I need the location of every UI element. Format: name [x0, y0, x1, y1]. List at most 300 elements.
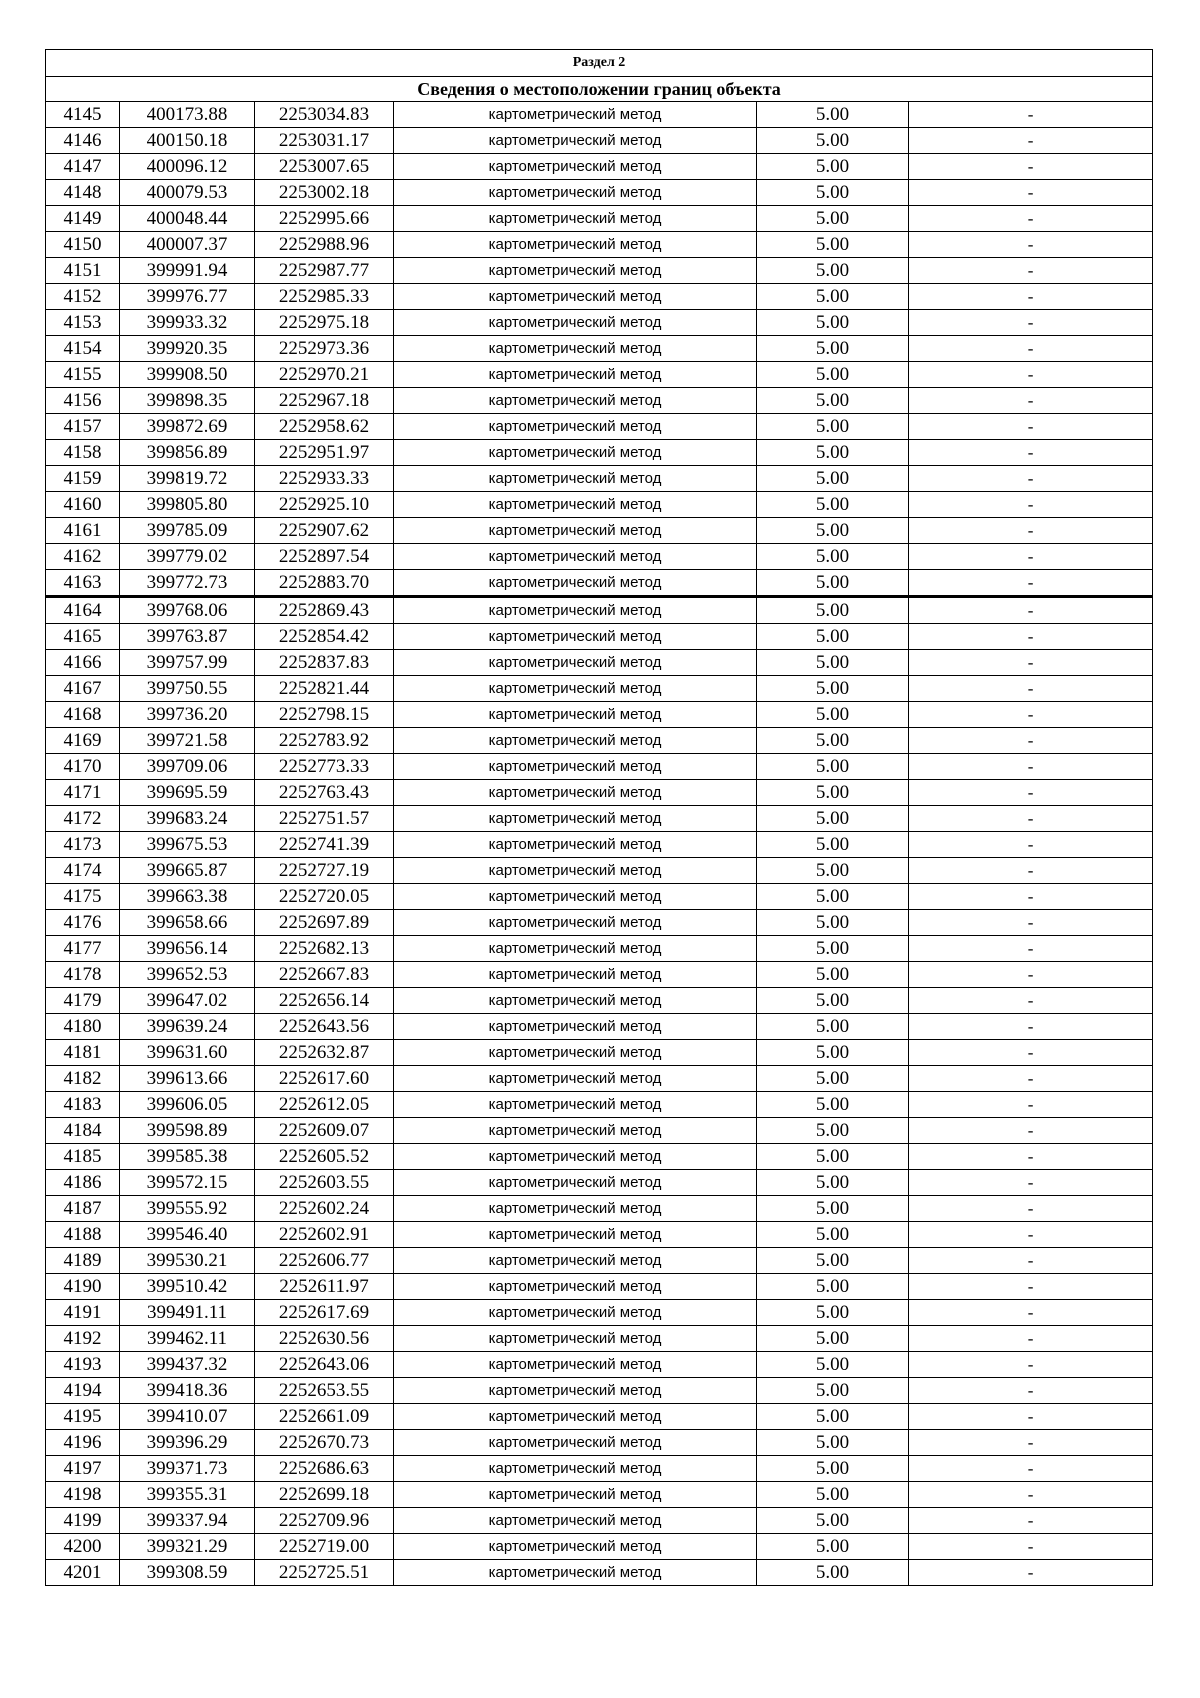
point-number-cell: 4195: [46, 1404, 120, 1430]
x-coordinate-cell: 400096.12: [120, 154, 255, 180]
accuracy-cell: 5.00: [757, 154, 909, 180]
point-number-cell: 4162: [46, 544, 120, 570]
note-cell: -: [909, 128, 1153, 154]
x-coordinate-cell: 399371.73: [120, 1456, 255, 1482]
accuracy-cell: 5.00: [757, 466, 909, 492]
table-row: [46, 1456, 1153, 1482]
x-coordinate-cell: 399418.36: [120, 1378, 255, 1404]
accuracy-cell: 5.00: [757, 1326, 909, 1352]
note-cell: -: [909, 570, 1153, 597]
method-cell: картометрический метод: [394, 1222, 757, 1248]
accuracy-cell: 5.00: [757, 414, 909, 440]
accuracy-cell: 5.00: [757, 1274, 909, 1300]
method-cell: картометрический метод: [394, 1170, 757, 1196]
section-heading: Раздел 2: [46, 50, 1153, 77]
accuracy-cell: 5.00: [757, 544, 909, 570]
table-row: [46, 702, 1153, 728]
point-number-cell: 4158: [46, 440, 120, 466]
accuracy-cell: 5.00: [757, 1118, 909, 1144]
y-coordinate-cell: 2252719.00: [255, 1534, 394, 1560]
y-coordinate-cell: 2252798.15: [255, 702, 394, 728]
y-coordinate-cell: 2252751.57: [255, 806, 394, 832]
point-number-cell: 4189: [46, 1248, 120, 1274]
point-number-cell: 4186: [46, 1170, 120, 1196]
x-coordinate-cell: 399675.53: [120, 832, 255, 858]
note-cell: -: [909, 780, 1153, 806]
accuracy-cell: 5.00: [757, 1508, 909, 1534]
x-coordinate-cell: 399462.11: [120, 1326, 255, 1352]
note-cell: -: [909, 962, 1153, 988]
note-cell: -: [909, 728, 1153, 754]
method-cell: картометрический метод: [394, 1144, 757, 1170]
accuracy-cell: 5.00: [757, 570, 909, 597]
note-cell: -: [909, 832, 1153, 858]
point-number-cell: 4176: [46, 910, 120, 936]
title-header-row: [46, 77, 1153, 102]
x-coordinate-cell: 399572.15: [120, 1170, 255, 1196]
y-coordinate-cell: 2252603.55: [255, 1170, 394, 1196]
point-number-cell: 4201: [46, 1560, 120, 1586]
table-row: [46, 1482, 1153, 1508]
accuracy-cell: 5.00: [757, 962, 909, 988]
accuracy-cell: 5.00: [757, 1534, 909, 1560]
table-row: [46, 518, 1153, 544]
table-row: [46, 754, 1153, 780]
table-row: [46, 1040, 1153, 1066]
accuracy-cell: 5.00: [757, 728, 909, 754]
x-coordinate-cell: 399763.87: [120, 624, 255, 650]
y-coordinate-cell: 2253007.65: [255, 154, 394, 180]
x-coordinate-cell: 399652.53: [120, 962, 255, 988]
note-cell: -: [909, 1326, 1153, 1352]
note-cell: -: [909, 754, 1153, 780]
table-row: [46, 1352, 1153, 1378]
table-row: [46, 858, 1153, 884]
y-coordinate-cell: 2252632.87: [255, 1040, 394, 1066]
y-coordinate-cell: 2252612.05: [255, 1092, 394, 1118]
point-number-cell: 4179: [46, 988, 120, 1014]
method-cell: картометрический метод: [394, 1430, 757, 1456]
table-row: [46, 206, 1153, 232]
table-row: [46, 1248, 1153, 1274]
x-coordinate-cell: 399856.89: [120, 440, 255, 466]
x-coordinate-cell: 399695.59: [120, 780, 255, 806]
note-cell: -: [909, 624, 1153, 650]
y-coordinate-cell: 2252837.83: [255, 650, 394, 676]
y-coordinate-cell: 2252699.18: [255, 1482, 394, 1508]
table-row: [46, 128, 1153, 154]
table-row: [46, 936, 1153, 962]
accuracy-cell: 5.00: [757, 388, 909, 414]
point-number-cell: 4187: [46, 1196, 120, 1222]
method-cell: картометрический метод: [394, 1482, 757, 1508]
accuracy-cell: 5.00: [757, 1014, 909, 1040]
note-cell: -: [909, 1508, 1153, 1534]
note-cell: -: [909, 1352, 1153, 1378]
method-cell: картометрический метод: [394, 466, 757, 492]
y-coordinate-cell: 2252720.05: [255, 884, 394, 910]
y-coordinate-cell: 2252727.19: [255, 858, 394, 884]
x-coordinate-cell: 399872.69: [120, 414, 255, 440]
method-cell: картометрический метод: [394, 128, 757, 154]
point-number-cell: 4182: [46, 1066, 120, 1092]
method-cell: картометрический метод: [394, 102, 757, 128]
accuracy-cell: 5.00: [757, 1352, 909, 1378]
note-cell: -: [909, 1066, 1153, 1092]
method-cell: картометрический метод: [394, 1456, 757, 1482]
point-number-cell: 4151: [46, 258, 120, 284]
note-cell: -: [909, 1040, 1153, 1066]
note-cell: -: [909, 284, 1153, 310]
x-coordinate-cell: 399757.99: [120, 650, 255, 676]
x-coordinate-cell: 399639.24: [120, 1014, 255, 1040]
point-number-cell: 4178: [46, 962, 120, 988]
point-number-cell: 4159: [46, 466, 120, 492]
point-number-cell: 4171: [46, 780, 120, 806]
point-number-cell: 4163: [46, 570, 120, 597]
point-number-cell: 4180: [46, 1014, 120, 1040]
method-cell: картометрический метод: [394, 440, 757, 466]
y-coordinate-cell: 2252987.77: [255, 258, 394, 284]
table-row: [46, 650, 1153, 676]
y-coordinate-cell: 2252883.70: [255, 570, 394, 597]
table-row: [46, 440, 1153, 466]
method-cell: картометрический метод: [394, 258, 757, 284]
table-row: [46, 336, 1153, 362]
note-cell: -: [909, 362, 1153, 388]
method-cell: картометрический метод: [394, 1040, 757, 1066]
method-cell: картометрический метод: [394, 336, 757, 362]
accuracy-cell: 5.00: [757, 1222, 909, 1248]
note-cell: -: [909, 1092, 1153, 1118]
method-cell: картометрический метод: [394, 1508, 757, 1534]
note-cell: -: [909, 1534, 1153, 1560]
point-number-cell: 4181: [46, 1040, 120, 1066]
y-coordinate-cell: 2252602.24: [255, 1196, 394, 1222]
method-cell: картометрический метод: [394, 1014, 757, 1040]
x-coordinate-cell: 400048.44: [120, 206, 255, 232]
method-cell: картометрический метод: [394, 1300, 757, 1326]
accuracy-cell: 5.00: [757, 128, 909, 154]
point-number-cell: 4156: [46, 388, 120, 414]
point-number-cell: 4185: [46, 1144, 120, 1170]
y-coordinate-cell: 2252709.96: [255, 1508, 394, 1534]
x-coordinate-cell: 399321.29: [120, 1534, 255, 1560]
x-coordinate-cell: 400007.37: [120, 232, 255, 258]
method-cell: картометрический метод: [394, 1534, 757, 1560]
section-header-row: [46, 50, 1153, 77]
method-cell: картометрический метод: [394, 414, 757, 440]
table-row: [46, 1508, 1153, 1534]
table-body: [46, 50, 1153, 1586]
table-row: [46, 832, 1153, 858]
method-cell: картометрический метод: [394, 1352, 757, 1378]
table-row: [46, 232, 1153, 258]
method-cell: картометрический метод: [394, 544, 757, 570]
table-row: [46, 1300, 1153, 1326]
x-coordinate-cell: 399785.09: [120, 518, 255, 544]
x-coordinate-cell: 399908.50: [120, 362, 255, 388]
method-cell: картометрический метод: [394, 232, 757, 258]
table-row: [46, 1014, 1153, 1040]
accuracy-cell: 5.00: [757, 284, 909, 310]
x-coordinate-cell: 399736.20: [120, 702, 255, 728]
y-coordinate-cell: 2252897.54: [255, 544, 394, 570]
y-coordinate-cell: 2252725.51: [255, 1560, 394, 1586]
point-number-cell: 4199: [46, 1508, 120, 1534]
point-number-cell: 4157: [46, 414, 120, 440]
accuracy-cell: 5.00: [757, 362, 909, 388]
table-row: [46, 362, 1153, 388]
x-coordinate-cell: 399308.59: [120, 1560, 255, 1586]
accuracy-cell: 5.00: [757, 936, 909, 962]
note-cell: -: [909, 1482, 1153, 1508]
method-cell: картометрический метод: [394, 936, 757, 962]
method-cell: картометрический метод: [394, 492, 757, 518]
note-cell: -: [909, 936, 1153, 962]
note-cell: -: [909, 884, 1153, 910]
note-cell: -: [909, 206, 1153, 232]
accuracy-cell: 5.00: [757, 910, 909, 936]
method-cell: картометрический метод: [394, 1066, 757, 1092]
y-coordinate-cell: 2252907.62: [255, 518, 394, 544]
y-coordinate-cell: 2252925.10: [255, 492, 394, 518]
table-row: [46, 1118, 1153, 1144]
accuracy-cell: 5.00: [757, 624, 909, 650]
method-cell: картометрический метод: [394, 362, 757, 388]
y-coordinate-cell: 2252611.97: [255, 1274, 394, 1300]
accuracy-cell: 5.00: [757, 1196, 909, 1222]
note-cell: -: [909, 910, 1153, 936]
method-cell: картометрический метод: [394, 832, 757, 858]
table-row: [46, 910, 1153, 936]
table-row: [46, 988, 1153, 1014]
note-cell: -: [909, 1404, 1153, 1430]
note-cell: -: [909, 988, 1153, 1014]
y-coordinate-cell: 2252967.18: [255, 388, 394, 414]
boundary-coordinates-table: [45, 49, 1153, 1586]
x-coordinate-cell: 399396.29: [120, 1430, 255, 1456]
method-cell: картометрический метод: [394, 858, 757, 884]
note-cell: -: [909, 466, 1153, 492]
accuracy-cell: 5.00: [757, 832, 909, 858]
accuracy-cell: 5.00: [757, 440, 909, 466]
note-cell: -: [909, 1222, 1153, 1248]
x-coordinate-cell: 399991.94: [120, 258, 255, 284]
method-cell: картометрический метод: [394, 988, 757, 1014]
method-cell: картометрический метод: [394, 1378, 757, 1404]
method-cell: картометрический метод: [394, 388, 757, 414]
point-number-cell: 4197: [46, 1456, 120, 1482]
table-row: [46, 884, 1153, 910]
x-coordinate-cell: 399606.05: [120, 1092, 255, 1118]
point-number-cell: 4165: [46, 624, 120, 650]
note-cell: -: [909, 1118, 1153, 1144]
accuracy-cell: 5.00: [757, 1404, 909, 1430]
note-cell: -: [909, 1430, 1153, 1456]
note-cell: -: [909, 518, 1153, 544]
table-row: [46, 414, 1153, 440]
table-row: [46, 1404, 1153, 1430]
method-cell: картометрический метод: [394, 676, 757, 702]
point-number-cell: 4169: [46, 728, 120, 754]
table-row: [46, 1430, 1153, 1456]
y-coordinate-cell: 2252773.33: [255, 754, 394, 780]
accuracy-cell: 5.00: [757, 1170, 909, 1196]
table-row: [46, 388, 1153, 414]
method-cell: картометрический метод: [394, 702, 757, 728]
x-coordinate-cell: 399631.60: [120, 1040, 255, 1066]
y-coordinate-cell: 2253002.18: [255, 180, 394, 206]
x-coordinate-cell: 399933.32: [120, 310, 255, 336]
table-row: [46, 1196, 1153, 1222]
y-coordinate-cell: 2252609.07: [255, 1118, 394, 1144]
x-coordinate-cell: 399598.89: [120, 1118, 255, 1144]
table-row: [46, 1222, 1153, 1248]
table-row: [46, 780, 1153, 806]
method-cell: картометрический метод: [394, 962, 757, 988]
accuracy-cell: 5.00: [757, 1482, 909, 1508]
accuracy-cell: 5.00: [757, 518, 909, 544]
y-coordinate-cell: 2252602.91: [255, 1222, 394, 1248]
x-coordinate-cell: 400150.18: [120, 128, 255, 154]
point-number-cell: 4191: [46, 1300, 120, 1326]
point-number-cell: 4173: [46, 832, 120, 858]
x-coordinate-cell: 399647.02: [120, 988, 255, 1014]
accuracy-cell: 5.00: [757, 206, 909, 232]
accuracy-cell: 5.00: [757, 988, 909, 1014]
point-number-cell: 4177: [46, 936, 120, 962]
note-cell: -: [909, 1300, 1153, 1326]
method-cell: картометрический метод: [394, 650, 757, 676]
table-row: [46, 180, 1153, 206]
y-coordinate-cell: 2252606.77: [255, 1248, 394, 1274]
note-cell: -: [909, 232, 1153, 258]
x-coordinate-cell: 399510.42: [120, 1274, 255, 1300]
note-cell: -: [909, 102, 1153, 128]
table-row: [46, 1326, 1153, 1352]
point-number-cell: 4183: [46, 1092, 120, 1118]
table-row: [46, 1092, 1153, 1118]
y-coordinate-cell: 2252988.96: [255, 232, 394, 258]
note-cell: -: [909, 310, 1153, 336]
point-number-cell: 4149: [46, 206, 120, 232]
accuracy-cell: 5.00: [757, 1300, 909, 1326]
point-number-cell: 4148: [46, 180, 120, 206]
y-coordinate-cell: 2252933.33: [255, 466, 394, 492]
x-coordinate-cell: 399768.06: [120, 597, 255, 624]
table-row: [46, 154, 1153, 180]
accuracy-cell: 5.00: [757, 258, 909, 284]
y-coordinate-cell: 2252854.42: [255, 624, 394, 650]
method-cell: картометрический метод: [394, 1326, 757, 1352]
y-coordinate-cell: 2252630.56: [255, 1326, 394, 1352]
y-coordinate-cell: 2252958.62: [255, 414, 394, 440]
x-coordinate-cell: 399613.66: [120, 1066, 255, 1092]
table-row: [46, 597, 1153, 624]
x-coordinate-cell: 400079.53: [120, 180, 255, 206]
y-coordinate-cell: 2252653.55: [255, 1378, 394, 1404]
note-cell: -: [909, 1014, 1153, 1040]
x-coordinate-cell: 399920.35: [120, 336, 255, 362]
table-row: [46, 1170, 1153, 1196]
y-coordinate-cell: 2252661.09: [255, 1404, 394, 1430]
x-coordinate-cell: 399779.02: [120, 544, 255, 570]
table-row: [46, 1560, 1153, 1586]
note-cell: -: [909, 676, 1153, 702]
y-coordinate-cell: 2252995.66: [255, 206, 394, 232]
accuracy-cell: 5.00: [757, 1040, 909, 1066]
method-cell: картометрический метод: [394, 1092, 757, 1118]
point-number-cell: 4194: [46, 1378, 120, 1404]
point-number-cell: 4145: [46, 102, 120, 128]
method-cell: картометрический метод: [394, 154, 757, 180]
point-number-cell: 4200: [46, 1534, 120, 1560]
point-number-cell: 4175: [46, 884, 120, 910]
x-coordinate-cell: 399721.58: [120, 728, 255, 754]
x-coordinate-cell: 399772.73: [120, 570, 255, 597]
table-title: Сведения о местоположении границ объекта: [46, 77, 1153, 102]
method-cell: картометрический метод: [394, 310, 757, 336]
table-row: [46, 544, 1153, 570]
method-cell: картометрический метод: [394, 780, 757, 806]
method-cell: картометрический метод: [394, 284, 757, 310]
note-cell: -: [909, 1274, 1153, 1300]
point-number-cell: 4168: [46, 702, 120, 728]
x-coordinate-cell: 399683.24: [120, 806, 255, 832]
x-coordinate-cell: 399437.32: [120, 1352, 255, 1378]
accuracy-cell: 5.00: [757, 780, 909, 806]
note-cell: -: [909, 702, 1153, 728]
method-cell: картометрический метод: [394, 1560, 757, 1586]
method-cell: картометрический метод: [394, 206, 757, 232]
x-coordinate-cell: 399555.92: [120, 1196, 255, 1222]
table-row: [46, 1378, 1153, 1404]
method-cell: картометрический метод: [394, 624, 757, 650]
y-coordinate-cell: 2252682.13: [255, 936, 394, 962]
point-number-cell: 4155: [46, 362, 120, 388]
y-coordinate-cell: 2252605.52: [255, 1144, 394, 1170]
note-cell: -: [909, 180, 1153, 206]
accuracy-cell: 5.00: [757, 1144, 909, 1170]
point-number-cell: 4196: [46, 1430, 120, 1456]
x-coordinate-cell: 399819.72: [120, 466, 255, 492]
point-number-cell: 4161: [46, 518, 120, 544]
note-cell: -: [909, 650, 1153, 676]
x-coordinate-cell: 399585.38: [120, 1144, 255, 1170]
accuracy-cell: 5.00: [757, 676, 909, 702]
x-coordinate-cell: 399410.07: [120, 1404, 255, 1430]
note-cell: -: [909, 414, 1153, 440]
point-number-cell: 4170: [46, 754, 120, 780]
x-coordinate-cell: 399750.55: [120, 676, 255, 702]
point-number-cell: 4146: [46, 128, 120, 154]
method-cell: картометрический метод: [394, 1196, 757, 1222]
accuracy-cell: 5.00: [757, 336, 909, 362]
y-coordinate-cell: 2252763.43: [255, 780, 394, 806]
accuracy-cell: 5.00: [757, 492, 909, 518]
point-number-cell: 4184: [46, 1118, 120, 1144]
point-number-cell: 4154: [46, 336, 120, 362]
y-coordinate-cell: 2252985.33: [255, 284, 394, 310]
accuracy-cell: 5.00: [757, 310, 909, 336]
point-number-cell: 4174: [46, 858, 120, 884]
accuracy-cell: 5.00: [757, 806, 909, 832]
note-cell: -: [909, 258, 1153, 284]
point-number-cell: 4172: [46, 806, 120, 832]
method-cell: картометрический метод: [394, 1118, 757, 1144]
note-cell: -: [909, 1144, 1153, 1170]
